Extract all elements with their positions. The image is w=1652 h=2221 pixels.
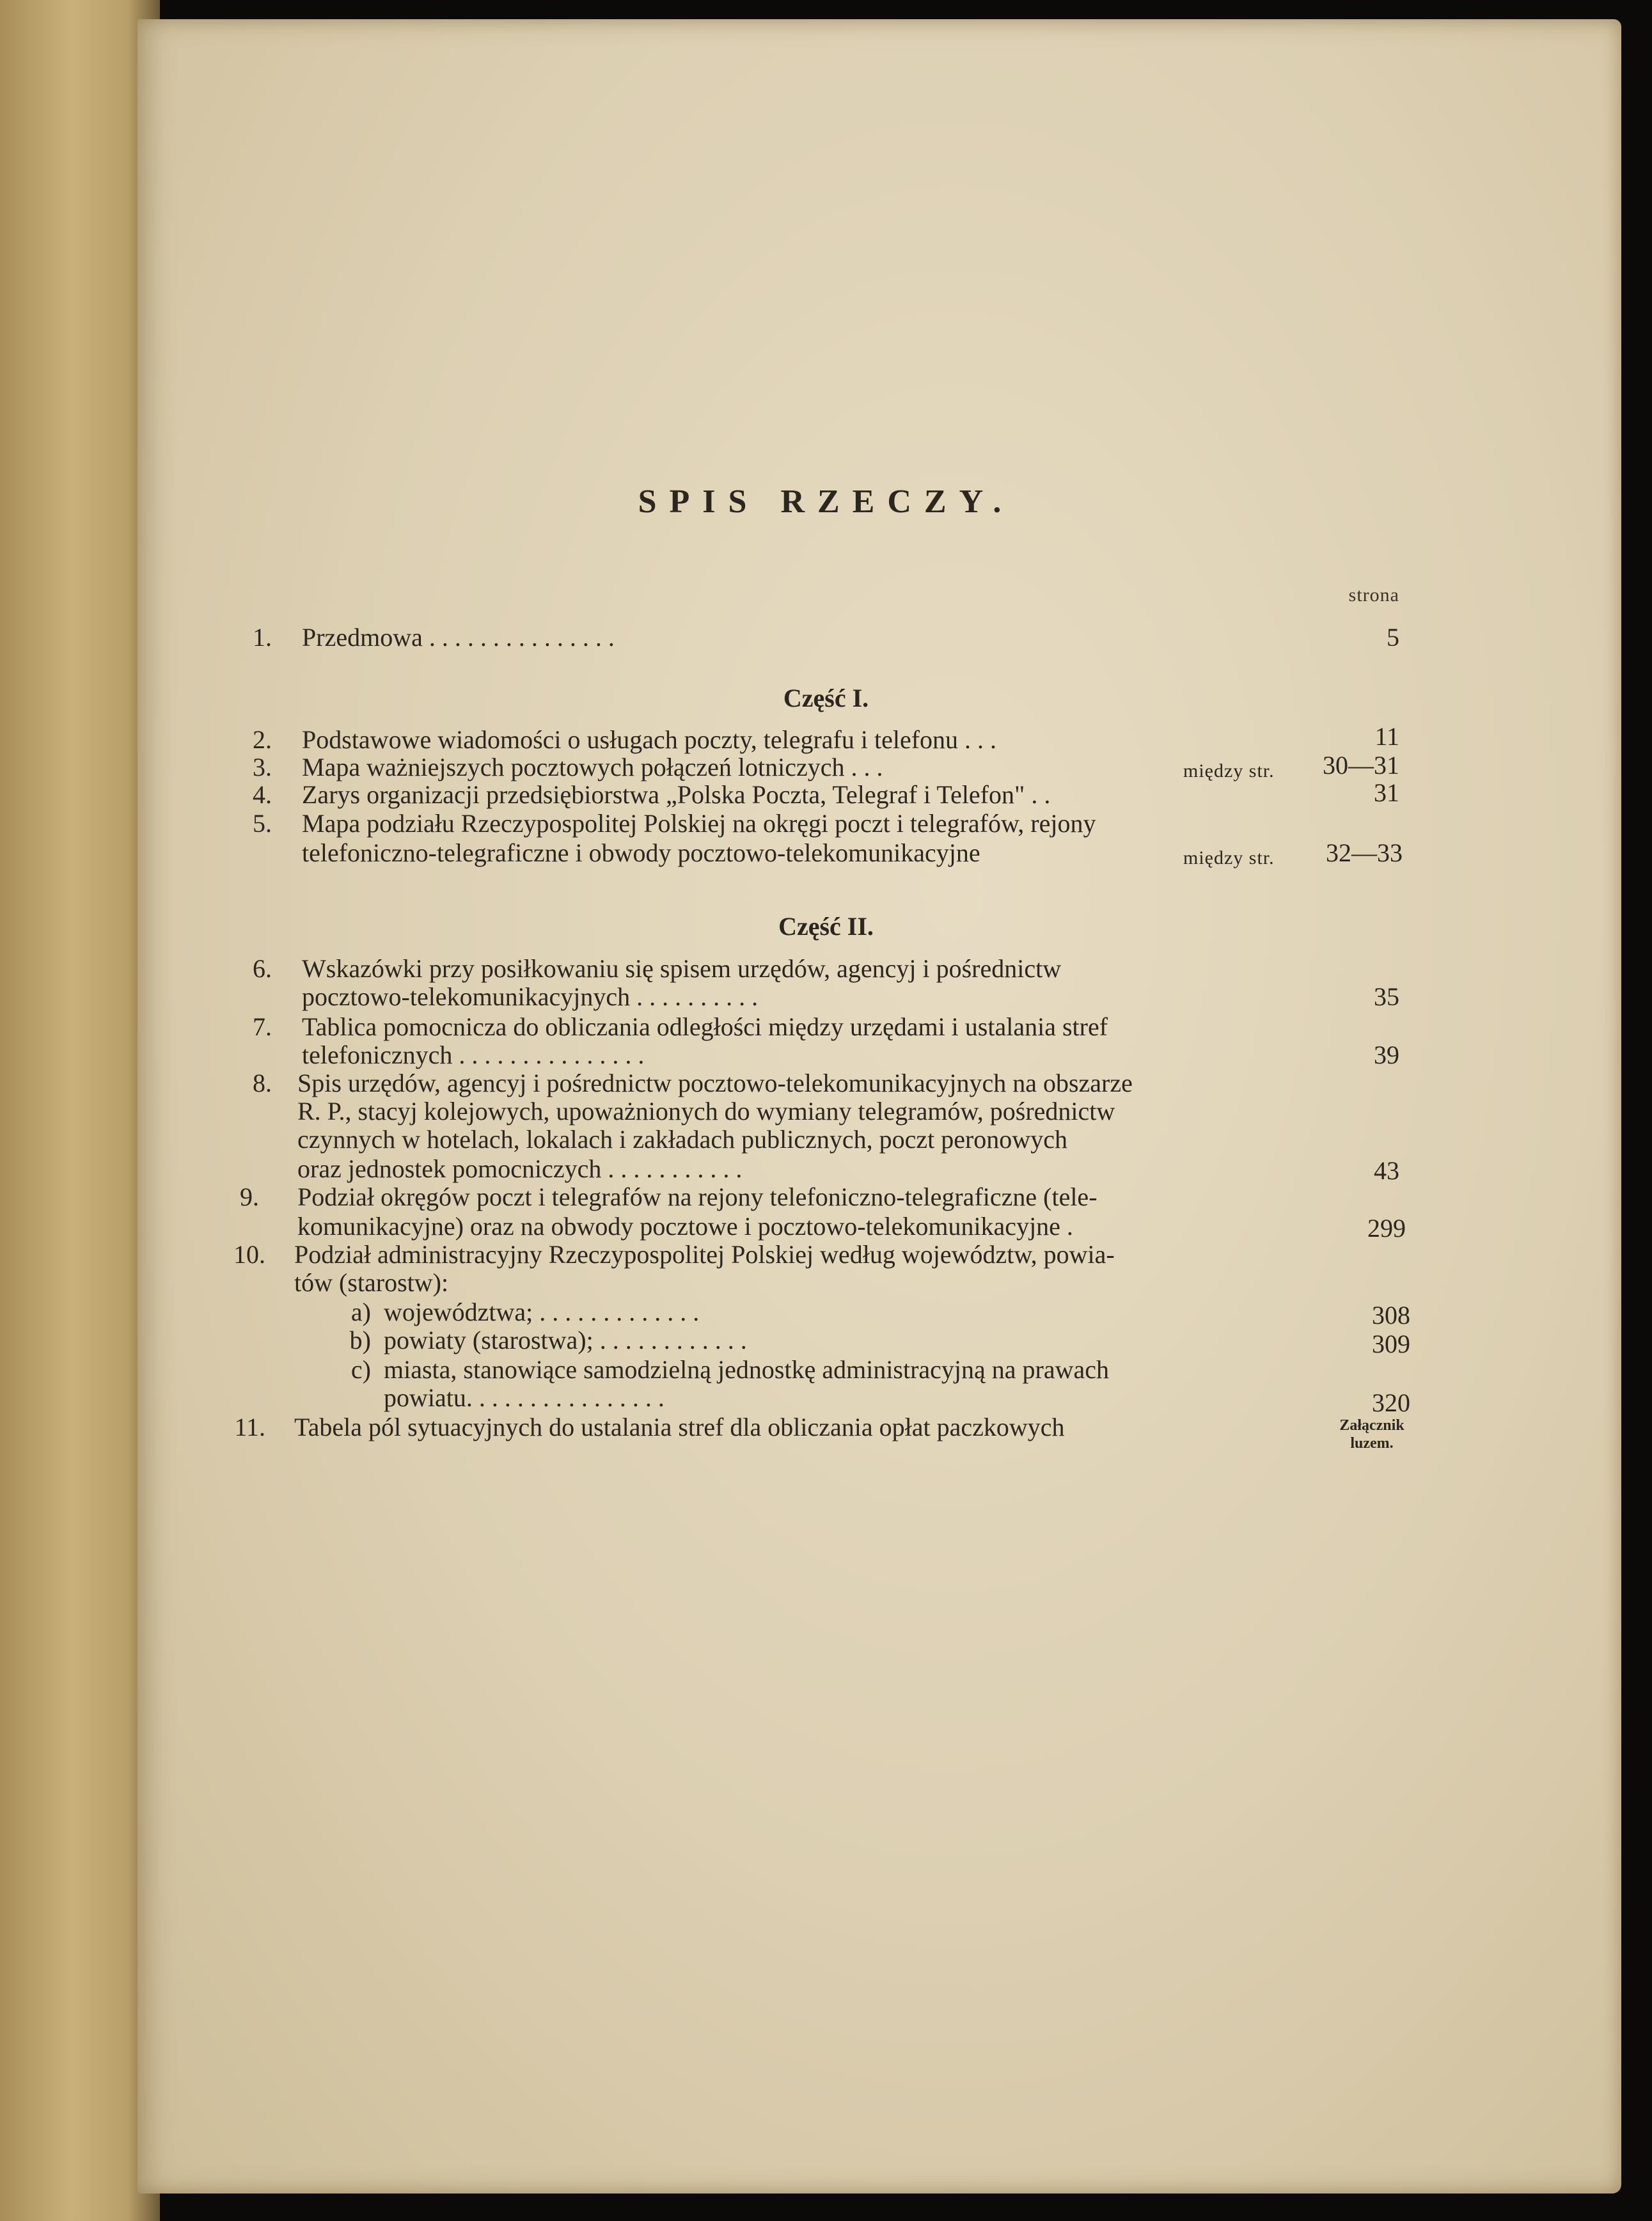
entry-text: telefoniczno-telegraficzne i obwody pocztowo-telekomunikacyjne xyxy=(302,838,980,867)
entry-text: Podstawowe wiadomości o usługach poczty, telegrafu i telefonu . . . xyxy=(302,725,997,754)
entry-text: oraz jednostek pomocniczych . . . . . . . . . . . xyxy=(297,1154,743,1183)
entry-page: 299 xyxy=(1367,1214,1406,1243)
page-title: SPIS RZECZY. xyxy=(638,483,1014,520)
entry-text: Spis urzędów, agencyj i pośrednictw pocztowo-telekomunikacyjnych na obszarze xyxy=(297,1069,1133,1097)
entry-number: 2. xyxy=(253,725,272,754)
previous-page-edge xyxy=(0,0,160,2221)
entry-text: Mapa podziału Rzeczypospolitej Polskiej na okręgi poczt i telegrafów, rejony xyxy=(302,809,1096,838)
entry-text: Podział okręgów poczt i telegrafów na rejony telefoniczno-telegraficzne (tele- xyxy=(297,1182,1097,1211)
entry-text: czynnych w hotelach, lokalach i zakładach publicznych, poczt peronowych xyxy=(297,1125,1067,1154)
entry-number: 11. xyxy=(234,1413,265,1441)
entry-number: b) xyxy=(349,1326,371,1354)
entry-page: 5 xyxy=(1387,623,1399,652)
entry-text: R. P., stacyj kolejowych, upoważnionych do wymiany telegramów, pośrednictw xyxy=(297,1097,1115,1126)
entry-text: telefonicznych . . . . . . . . . . . . . . . xyxy=(302,1040,645,1069)
entry-text: województwa; . . . . . . . . . . . . . xyxy=(384,1298,700,1326)
entry-number: 1. xyxy=(253,623,272,652)
entry-page: 31 xyxy=(1374,778,1399,807)
entry-text: Wskazówki przy posiłkowaniu się spisem urzędów, agencyj i pośrednictw xyxy=(302,954,1062,983)
entry-number: 6. xyxy=(253,954,272,983)
entry-text: powiatu. . . . . . . . . . . . . . . . xyxy=(384,1383,665,1412)
entry-number: 5. xyxy=(253,809,272,838)
entry-text: pocztowo-telekomunikacyjnych . . . . . . . . . . xyxy=(302,982,759,1011)
attachment-note-line: Załącznik xyxy=(1339,1417,1404,1434)
entry-number: 4. xyxy=(253,780,272,809)
entry-number: 7. xyxy=(253,1012,272,1041)
entry-number: 9. xyxy=(240,1182,259,1211)
entry-text: Zarys organizacji przedsiębiorstwa „Polska Poczta, Telegraf i Telefon" . . xyxy=(302,780,1051,809)
entry-number: a) xyxy=(350,1298,371,1326)
entry-page: 309 xyxy=(1372,1330,1410,1358)
entry-number: c) xyxy=(350,1355,371,1384)
entry-text: Mapa ważniejszych pocztowych połączeń lotniczych . . . xyxy=(302,753,883,781)
entry-text: Podział administracyjny Rzeczypospolitej Polskiej według województw, powia- xyxy=(294,1240,1115,1269)
part-heading: Część II. xyxy=(778,912,874,941)
entry-page: 35 xyxy=(1374,982,1399,1011)
entry-number: 10. xyxy=(233,1240,265,1269)
entry-page: 43 xyxy=(1374,1156,1399,1185)
entry-page: 11 xyxy=(1374,722,1399,751)
entry-text: powiaty (starostwa); . . . . . . . . . . . . xyxy=(384,1326,747,1354)
entry-page: 39 xyxy=(1374,1040,1399,1069)
between-pages-label: między str. xyxy=(1183,847,1275,868)
entry-text: tów (starostw): xyxy=(294,1268,449,1297)
entry-text: komunikacyjne) oraz na obwody pocztowe i pocztowo-telekomunikacyjne . xyxy=(297,1212,1073,1241)
entry-page: 32—33 xyxy=(1326,838,1403,867)
entry-number: 8. xyxy=(253,1069,272,1097)
part-heading: Część I. xyxy=(783,684,869,712)
attachment-note-line: luzem. xyxy=(1350,1435,1394,1452)
entry-number: 3. xyxy=(253,753,272,781)
page-column-header: strona xyxy=(1348,585,1399,606)
entry-page: 308 xyxy=(1372,1301,1410,1330)
entry-text: Przedmowa . . . . . . . . . . . . . . . xyxy=(302,623,615,652)
entry-text: miasta, stanowiące samodzielną jednostkę administracyjną na prawach xyxy=(384,1355,1110,1384)
entry-text: Tabela pól sytuacyjnych do ustalania stref dla obliczania opłat paczkowych xyxy=(294,1413,1065,1441)
entry-text: Tablica pomocnicza do obliczania odległości między urzędami i ustalania stref xyxy=(302,1012,1108,1041)
between-pages-label: między str. xyxy=(1183,760,1275,781)
entry-page: 320 xyxy=(1372,1388,1410,1417)
entry-page: 30—31 xyxy=(1323,751,1399,780)
